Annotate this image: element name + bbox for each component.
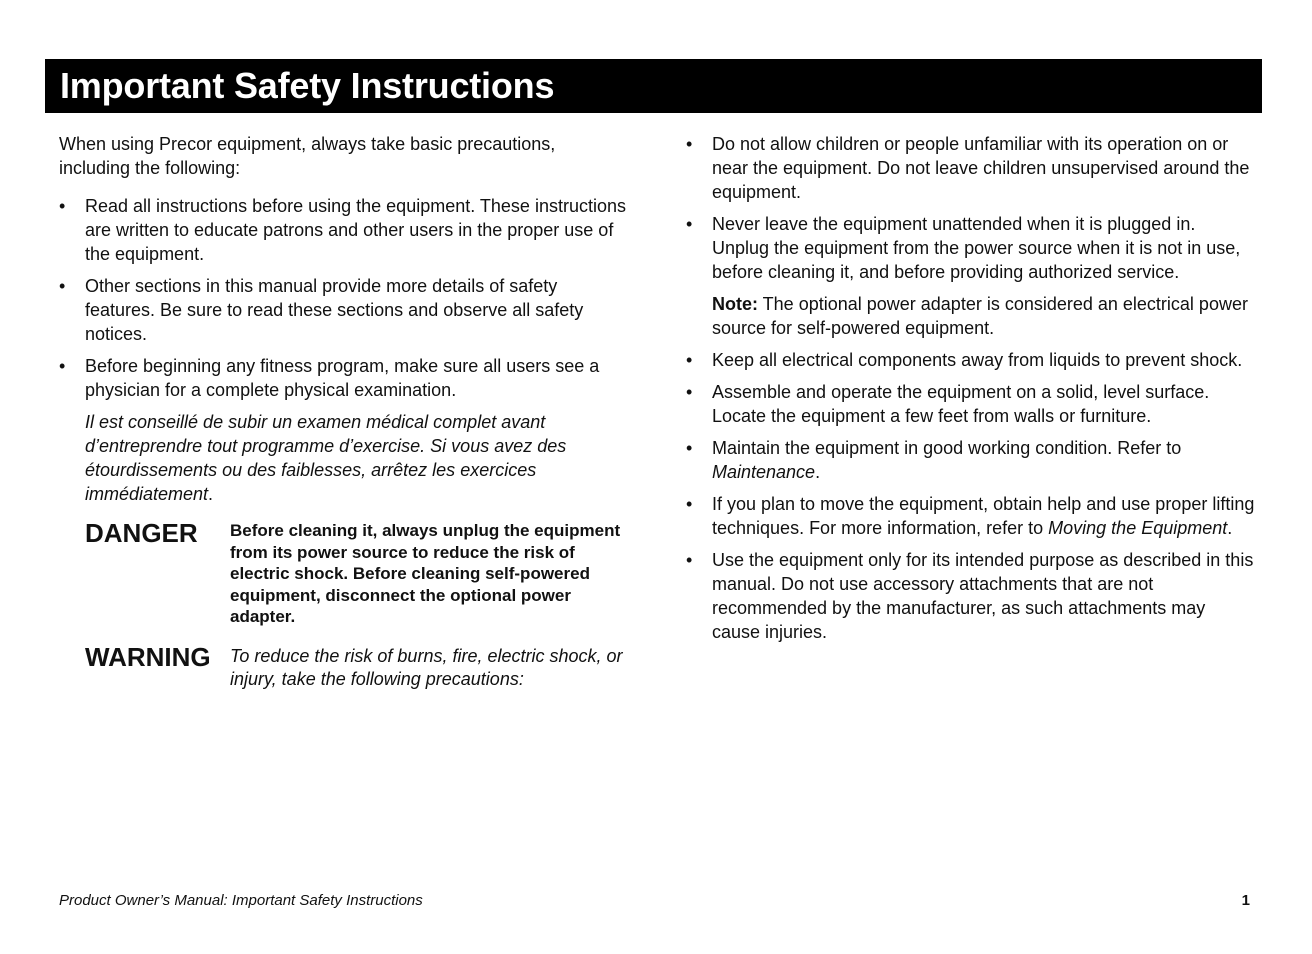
right-bullet-list bbox=[686, 132, 1256, 644]
note-label: Note: bbox=[712, 294, 758, 314]
danger-label: DANGER bbox=[85, 518, 198, 548]
list-item-text: Never leave the equipment unattended when it is plugged in. Unplug the equipment from the power source when it is not in use, before cleaning it, and before providing authorized service. bbox=[712, 214, 1241, 282]
right-column bbox=[686, 132, 1256, 652]
footer-manual-title: Product Owner’s Manual: Important Safety Instructions bbox=[59, 892, 423, 909]
list-item-text: Before beginning any fitness program, make sure all users see a physician for a complete physical examination. bbox=[85, 356, 600, 400]
list-item-text: Do not allow children or people unfamiliar with its operation on or near the equipment. Do not leave children unsupervised around the equipment. bbox=[712, 134, 1250, 202]
list-item-period: . bbox=[1227, 518, 1233, 538]
bullet-icon: • bbox=[59, 356, 66, 376]
list-item-text: Other sections in this manual provide more details of safety features. Be sure to read these sections and observe all safety notices. bbox=[85, 276, 584, 344]
danger-notice bbox=[85, 518, 629, 628]
list-item-text: Keep all electrical components away from liquids to prevent shock. bbox=[712, 350, 1243, 370]
list-item-text: Assemble and operate the equipment on a solid, level surface. Locate the equipment a few feet from walls or furniture. bbox=[712, 382, 1210, 426]
list-item-text: If you plan to move the equipment, obtain help and use proper lifting techniques. For more information, refer to bbox=[712, 494, 1255, 538]
danger-text: Before cleaning it, always unplug the equipment from its power source to reduce the risk of electric shock. Before cleaning self-powered equipment, disconnect the optional power adapter. bbox=[230, 521, 621, 626]
bullet-icon: • bbox=[59, 276, 66, 296]
warning-notice bbox=[85, 642, 629, 691]
bullet-icon: • bbox=[686, 214, 693, 234]
list-item-text: Maintain the equipment in good working condition. Refer to bbox=[712, 438, 1182, 458]
bullet-icon: • bbox=[686, 550, 693, 570]
moving-equipment-reference: Moving the Equipment bbox=[1048, 518, 1228, 538]
power-adapter-note bbox=[712, 292, 1256, 340]
bullet-icon: • bbox=[686, 134, 693, 154]
intro-paragraph: When using Precor equipment, always take basic precautions, including the following: bbox=[59, 134, 556, 178]
bullet-icon: • bbox=[686, 350, 693, 370]
warning-label: WARNING bbox=[85, 641, 211, 672]
list-item bbox=[686, 348, 1256, 372]
warning-text: To reduce the risk of burns, fire, electric shock, or injury, take the following precautions: bbox=[230, 645, 623, 689]
list-item bbox=[686, 436, 1256, 484]
list-item bbox=[686, 380, 1256, 428]
title-bar bbox=[45, 59, 1262, 113]
french-medical-note bbox=[85, 410, 629, 506]
list-item-period: . bbox=[815, 462, 821, 482]
french-note-text: Il est conseillé de subir un examen médical complet avant d’entreprendre tout programme d’exercise. Si vous avez des étourdissements ou des faiblesses, arrêtez les exercices immédiatement bbox=[85, 412, 567, 504]
bullet-icon: • bbox=[686, 438, 693, 458]
french-note-period: . bbox=[208, 484, 214, 504]
list-item bbox=[686, 132, 1256, 204]
list-item bbox=[59, 194, 629, 266]
note-text: The optional power adapter is considered an electrical power source for self-powered equipment. bbox=[712, 294, 1248, 338]
page-title: Important Safety Instructions bbox=[60, 65, 555, 106]
page-number: 1 bbox=[1241, 892, 1250, 909]
bullet-icon: • bbox=[686, 382, 693, 402]
list-item bbox=[59, 274, 629, 346]
left-bullet-list bbox=[59, 194, 629, 506]
list-item bbox=[686, 492, 1256, 540]
list-item bbox=[686, 548, 1256, 644]
list-item-text: Use the equipment only for its intended purpose as described in this manual. Do not use accessory attachments that are not recommended by the manufacturer, as such attachments may cause injuries. bbox=[712, 550, 1254, 642]
maintenance-reference: Maintenance bbox=[712, 462, 816, 482]
bullet-icon: • bbox=[686, 494, 693, 514]
list-item bbox=[59, 354, 629, 506]
left-column bbox=[59, 132, 629, 691]
list-item-text: Read all instructions before using the equipment. These instructions are written to educate patrons and other users in the proper use of the equipment. bbox=[85, 196, 626, 264]
bullet-icon: • bbox=[59, 196, 66, 216]
list-item bbox=[686, 212, 1256, 340]
